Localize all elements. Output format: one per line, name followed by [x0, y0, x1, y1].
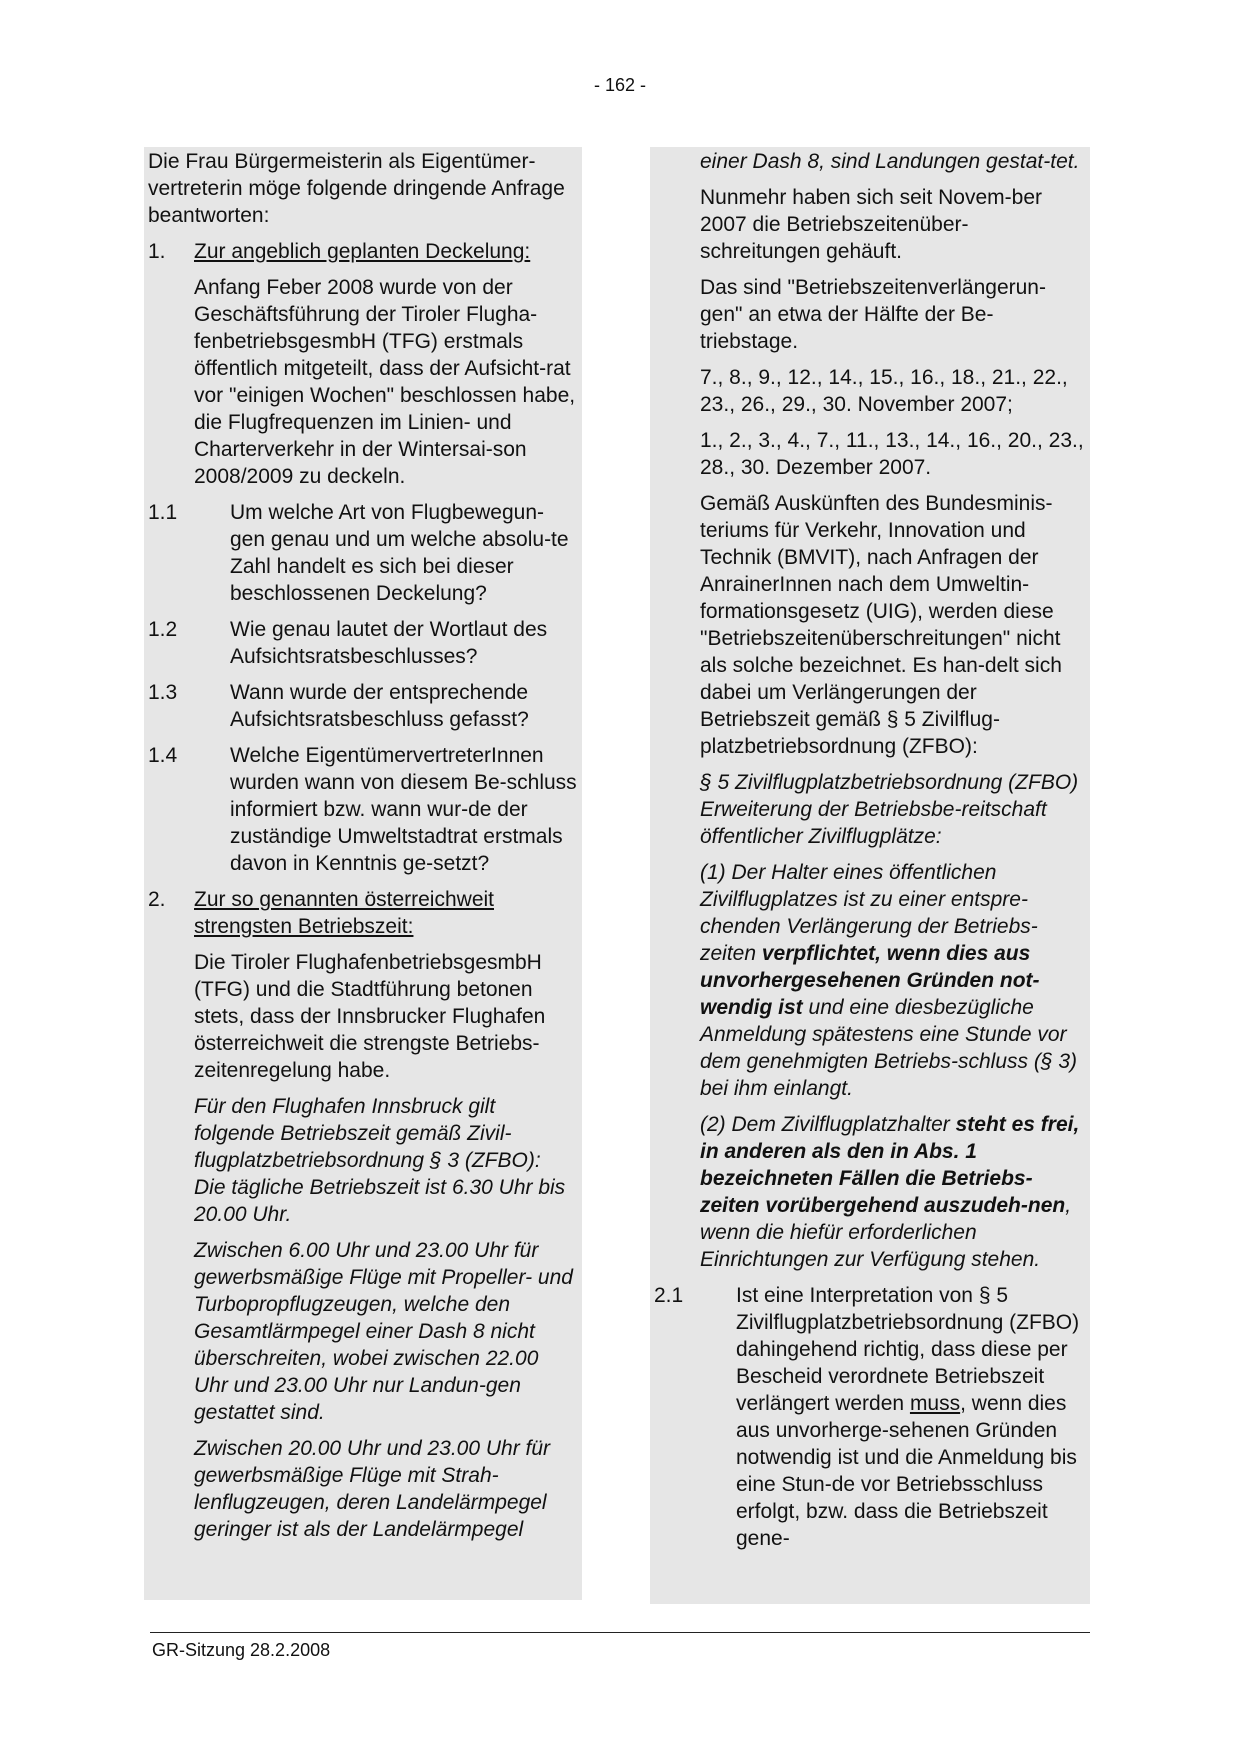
continued-italic: einer Dash 8, sind Landungen gestat-tet.: [700, 150, 1080, 173]
paragraph-extensions: Das sind "Betriebszeitenverlängerun-gen" an etwa der Hälfte der Be-triebstage.: [700, 276, 1046, 353]
zfbo-p1-part-c: und eine diesbezügliche Anmeldung spätestens eine Stunde vor dem genehmigten Betriebs-schluss (§ 3) bei ihm einlangt.: [700, 996, 1078, 1100]
zfbo-p2-part-c: , wenn die hiefür erforderlichen Einrichtungen zur Verfügung stehen.: [700, 1194, 1072, 1271]
section-2-italic-1: Für den Flughafen Innsbruck gilt folgende Betriebszeit gemäß Zivil-flugplatzbetriebsordnung § 3 (ZFBO): Die tägliche Betriebszeit ist 6.30 Uhr bis 20.00 Uhr.: [194, 1095, 566, 1226]
question-2-1-text: [736, 1282, 1086, 1552]
question-1-2-text: Wie genau lautet der Wortlaut des Aufsichtsratsbeschlusses?: [230, 618, 548, 668]
zfbo-p2-part-a: (2) Dem Zivilflugplatzhalter: [700, 1113, 956, 1136]
dates-december: 1., 2., 3., 4., 7., 11., 13., 14., 16., 20., 23., 28., 30. Dezember 2007.: [700, 429, 1084, 479]
question-1-3-number: 1.3: [148, 681, 178, 704]
question-1-2-number: 1.2: [148, 618, 178, 641]
question-2-1-underlined: muss: [909, 1392, 961, 1415]
right-column: [650, 147, 1090, 1604]
paragraph-bmvit: Gemäß Auskünften des Bundesminis-teriums für Verkehr, Innovation und Technik (BMVIT), nach Anfragen der AnrainerInnen nach dem Umweltin-formationsgesetz (UIG), werden diese "Betriebszeitenüberschreitungen" nicht als solche bezeichnet. Es han-delt sich dabei um Verlängerungen der Betriebszeit gemäß § 5 Zivilflug-platzbetriebsordnung (ZFBO):: [700, 492, 1062, 758]
footer-divider: [150, 1632, 1090, 1633]
question-1-3: [148, 679, 578, 733]
section-2-italic-3: Zwischen 20.00 Uhr und 23.00 Uhr für gewerbsmäßige Flüge mit Strah-lenflugzeugen, deren Landelärmpegel geringer ist als der Landelärmpegel: [194, 1437, 551, 1541]
zfbo-p1-bold: verpflichtet, wenn dies aus unvorhergesehenen Gründen not-wendig ist: [700, 942, 1040, 1019]
question-1-2: [148, 616, 578, 670]
question-1-1-number: 1.1: [148, 501, 178, 524]
question-1-4-number: 1.4: [148, 744, 178, 767]
paragraph-novemeber-increase: Nunmehr haben sich seit Novem-ber 2007 die Betriebszeitenüber-schreitungen gehäuft.: [700, 186, 1042, 263]
zfbo-heading: § 5 Zivilflugplatzbetriebsordnung (ZFBO) Erweiterung der Betriebsbe-reitschaft öffentlicher Zivilflugplätze:: [700, 771, 1079, 848]
zfbo-paragraph-2: [700, 1111, 1086, 1273]
question-2-1-part-b: , wenn dies aus unvorherge-sehenen Gründen notwendig ist und die Anmeldung bis eine Stun-de vor Betriebsschluss erfolgt, bzw. dass die Betriebszeit gene-: [736, 1392, 1077, 1550]
section-2-text: Die Tiroler FlughafenbetriebsgesmbH (TFG) und die Stadtführung betonen stets, dass der Innsbrucker Flughafen österreichweit die strengste Betriebs-zeitenregelung habe.: [194, 951, 546, 1082]
section-1-number: 1.: [148, 240, 166, 263]
zfbo-p2-bold: steht es frei, in anderen als den in Abs. 1 bezeichneten Fällen die Betriebs-zeiten vorübergehend auszudeh-nen: [700, 1113, 1080, 1217]
zfbo-p1-part-a: (1) Der Halter eines öffentlichen Zivilflugplatzes ist zu einer entspre-chenden Verlängerung der Betriebs-zeiten: [700, 861, 1038, 965]
left-column: [144, 147, 582, 1600]
section-2-heading: [148, 886, 578, 940]
zfbo-paragraph-1: [700, 859, 1086, 1102]
question-2-1-number: 2.1: [654, 1284, 684, 1307]
question-2-1-part-a: Ist eine Interpretation von § 5 Zivilflugplatzbetriebsordnung (ZFBO) dahingehend richtig, dass diese per Bescheid verordnete Betriebszeit verlängert werden: [736, 1284, 1080, 1415]
footer-text: GR-Sitzung 28.2.2008: [152, 1640, 331, 1660]
question-1-4: [148, 742, 578, 877]
question-1-4-text: Welche EigentümervertreterInnen wurden wann von diesem Be-schluss informiert bzw. wann wur-de der zuständige Umweltstadtrat erstmals davon in Kenntnis ge-setzt?: [230, 744, 577, 875]
section-1-title: Zur angeblich geplanten Deckelung:: [194, 240, 531, 263]
section-1-text: Anfang Feber 2008 wurde von der Geschäftsführung der Tiroler Flugha-fenbetriebsgesmbH (TFG) erstmals öffentlich mitgeteilt, dass der Aufsicht-rat vor "einigen Wochen" beschlossen habe, die Flugfrequenzen im Linien- und Charterverkehr in der Wintersai-son 2008/2009 zu deckeln.: [194, 276, 576, 488]
question-1-1-text: Um welche Art von Flugbewegun-gen genau und um welche absolu-te Zahl handelt es sich bei dieser beschlossenen Deckelung?: [230, 501, 569, 605]
section-2-number: 2.: [148, 888, 166, 911]
question-1-1: [148, 499, 578, 607]
section-2-title: Zur so genannten österreichweit strengsten Betriebszeit:: [194, 888, 494, 938]
question-1-3-text: Wann wurde der entsprechende Aufsichtsratsbeschluss gefasst?: [230, 681, 529, 731]
question-2-1: [654, 1282, 1086, 1552]
dates-november: 7., 8., 9., 12., 14., 15., 16., 18., 21., 22., 23., 26., 29., 30. November 2007;: [700, 366, 1068, 416]
section-1-heading: [148, 238, 578, 265]
page-number: - 162 -: [593, 75, 647, 95]
section-2-italic-2: Zwischen 6.00 Uhr und 23.00 Uhr für gewerbsmäßige Flüge mit Propeller- und Turbopropflugzeugen, welche den Gesamtlärmpegel einer Dash 8 nicht überschreiten, wobei zwischen 22.00 Uhr und 23.00 Uhr nur Landun-gen gestattet sind.: [194, 1239, 573, 1424]
intro-paragraph: Die Frau Bürgermeisterin als Eigentümer-vertreterin möge folgende dringende Anfrage beantworten:: [148, 150, 565, 227]
